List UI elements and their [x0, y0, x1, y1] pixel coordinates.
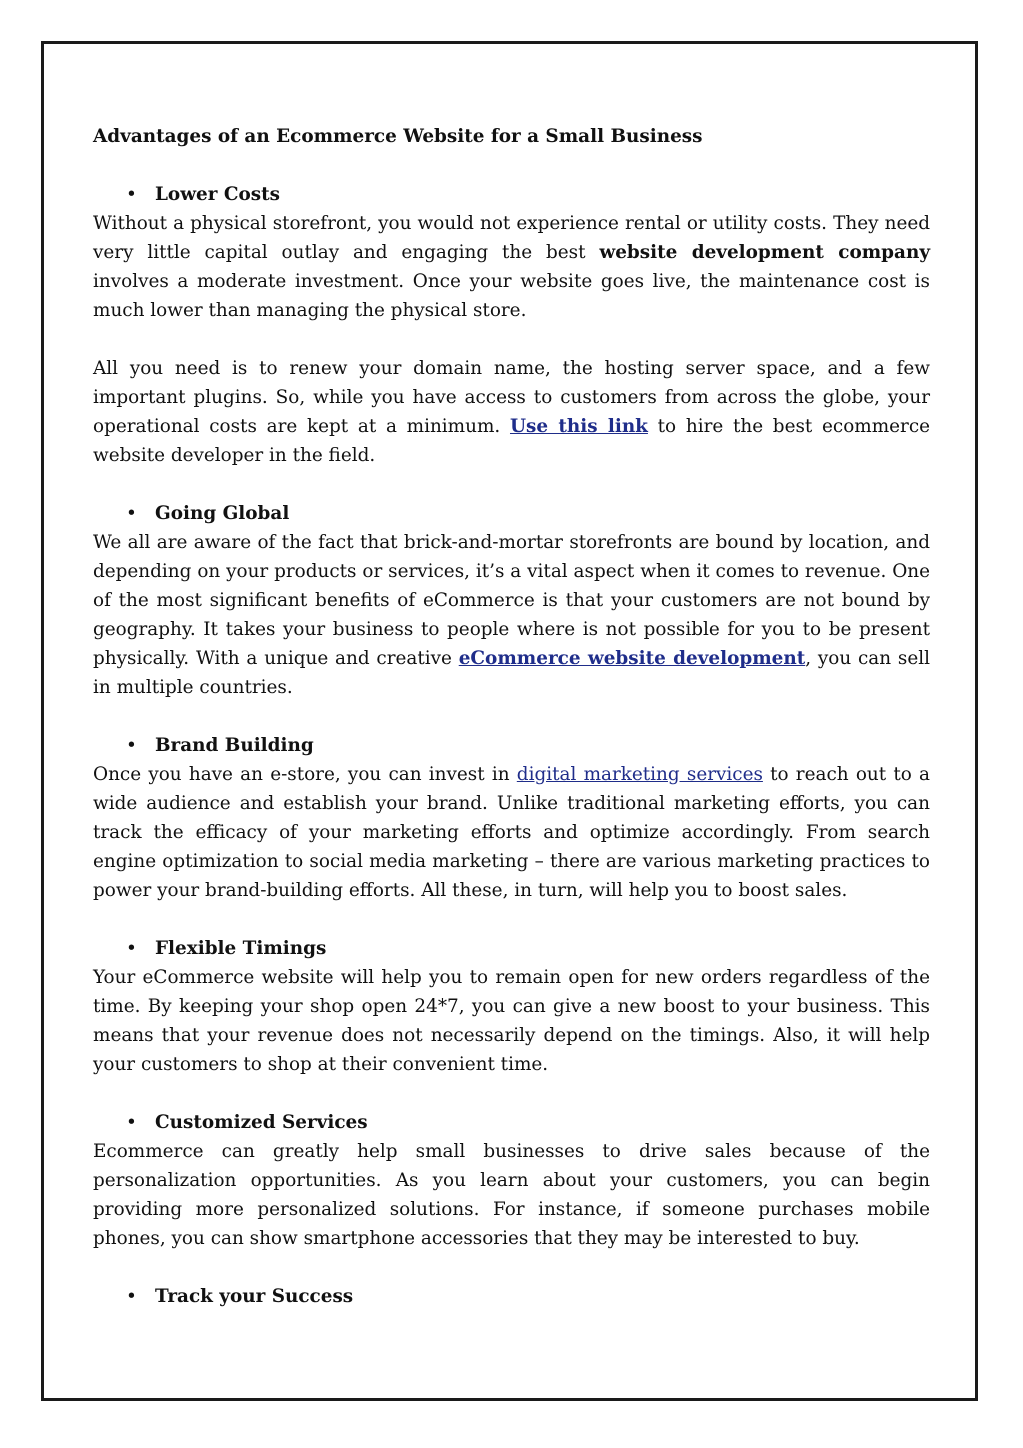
paragraph-brand-building: [93, 760, 930, 905]
digital-marketing-services-link[interactable]: digital marketing services: [516, 764, 763, 785]
bullet-icon: •: [126, 184, 137, 205]
paragraph-lower-costs-2: [93, 354, 930, 470]
spacer: [93, 905, 930, 934]
section-heading-lower-costs: [93, 180, 930, 209]
bullet-icon: •: [126, 938, 137, 959]
use-this-link[interactable]: Use this link: [509, 416, 648, 437]
bullet-icon: •: [126, 503, 137, 524]
spacer: [93, 702, 930, 731]
paragraph-going-global: [93, 528, 930, 702]
section-heading-going-global: [93, 499, 930, 528]
paragraph-customized-services: Ecommerce can greatly help small businesses to drive sales because of the personalization opportunities. As you learn about your customers, you can begin providing more personalized solutions. For instance, if someone purchases mobile phones, you can show smartphone accessories that they may be interested to buy.: [93, 1141, 930, 1249]
ecommerce-website-development-link[interactable]: eCommerce website development: [458, 648, 806, 669]
paragraph-text: involves a moderate investment. Once your website goes live, the maintenance cost is much lower than managing the physical store.: [93, 271, 930, 321]
paragraph-text: Without a physical storefront, you would not experience rental or utility costs. They need very little capital outlay and engaging the best: [93, 213, 930, 263]
bold-phrase: website development company: [599, 242, 930, 263]
paragraph-text: We all are aware of the fact that brick-and-mortar storefronts are bound by location, and depending on your products or services, it’s a vital aspect when it comes to revenue. One of the most significant benefits of eCommerce is that your customers are not bound by geography. It takes your business to people where is not possible for you to be present physically. With a unique and creative: [93, 532, 930, 669]
paragraph-flexible-timings: Your eCommerce website will help you to remain open for new orders regardless of the time. By keeping your shop open 24*7, you can give a new boost to your business. This means that your revenue does not necessarily depend on the timings. Also, it will help your customers to shop at their convenient time.: [93, 967, 930, 1075]
paragraph-text: to hire the best ecommerce website developer in the field.: [93, 416, 931, 466]
section-heading-flexible-timings: [93, 934, 930, 963]
section-heading-brand-building: [93, 731, 930, 760]
section-heading-label: Going Global: [155, 503, 290, 524]
spacer: [93, 1079, 930, 1108]
spacer: [93, 1253, 930, 1282]
section-heading-label: Brand Building: [155, 735, 314, 756]
document-title: Advantages of an Ecommerce Website for a Small Business: [93, 126, 703, 147]
bullet-icon: •: [126, 1286, 137, 1307]
document-body: [93, 122, 930, 1311]
paragraph-lower-costs-1: [93, 209, 930, 325]
bullet-icon: •: [126, 1112, 137, 1133]
paragraph-text: to reach out to a wide audience and establish your brand. Unlike traditional marketing efforts, you can track the efficacy of your marketing efforts and optimize accordingly. From search engine optimization to social media marketing – there are various marketing practices to power your brand-building efforts. All these, in turn, will help you to boost sales.: [93, 764, 930, 901]
section-heading-label: Track your Success: [155, 1286, 354, 1307]
section-heading-label: Customized Services: [155, 1112, 368, 1133]
paragraph-text: , you can sell in multiple countries.: [93, 648, 930, 698]
section-heading-customized-services: [93, 1108, 930, 1137]
bullet-icon: •: [126, 735, 137, 756]
spacer: [93, 470, 930, 499]
section-heading-label: Flexible Timings: [155, 938, 327, 959]
paragraph-text: All you need is to renew your domain name, the hosting server space, and a few important plugins. So, while you have access to customers from across the globe, your operational costs are kept at a minimum.: [93, 358, 930, 437]
section-heading-track-your-success: [93, 1282, 930, 1311]
section-heading-label: Lower Costs: [155, 184, 280, 205]
paragraph-text: Once you have an e-store, you can invest in: [93, 764, 517, 785]
